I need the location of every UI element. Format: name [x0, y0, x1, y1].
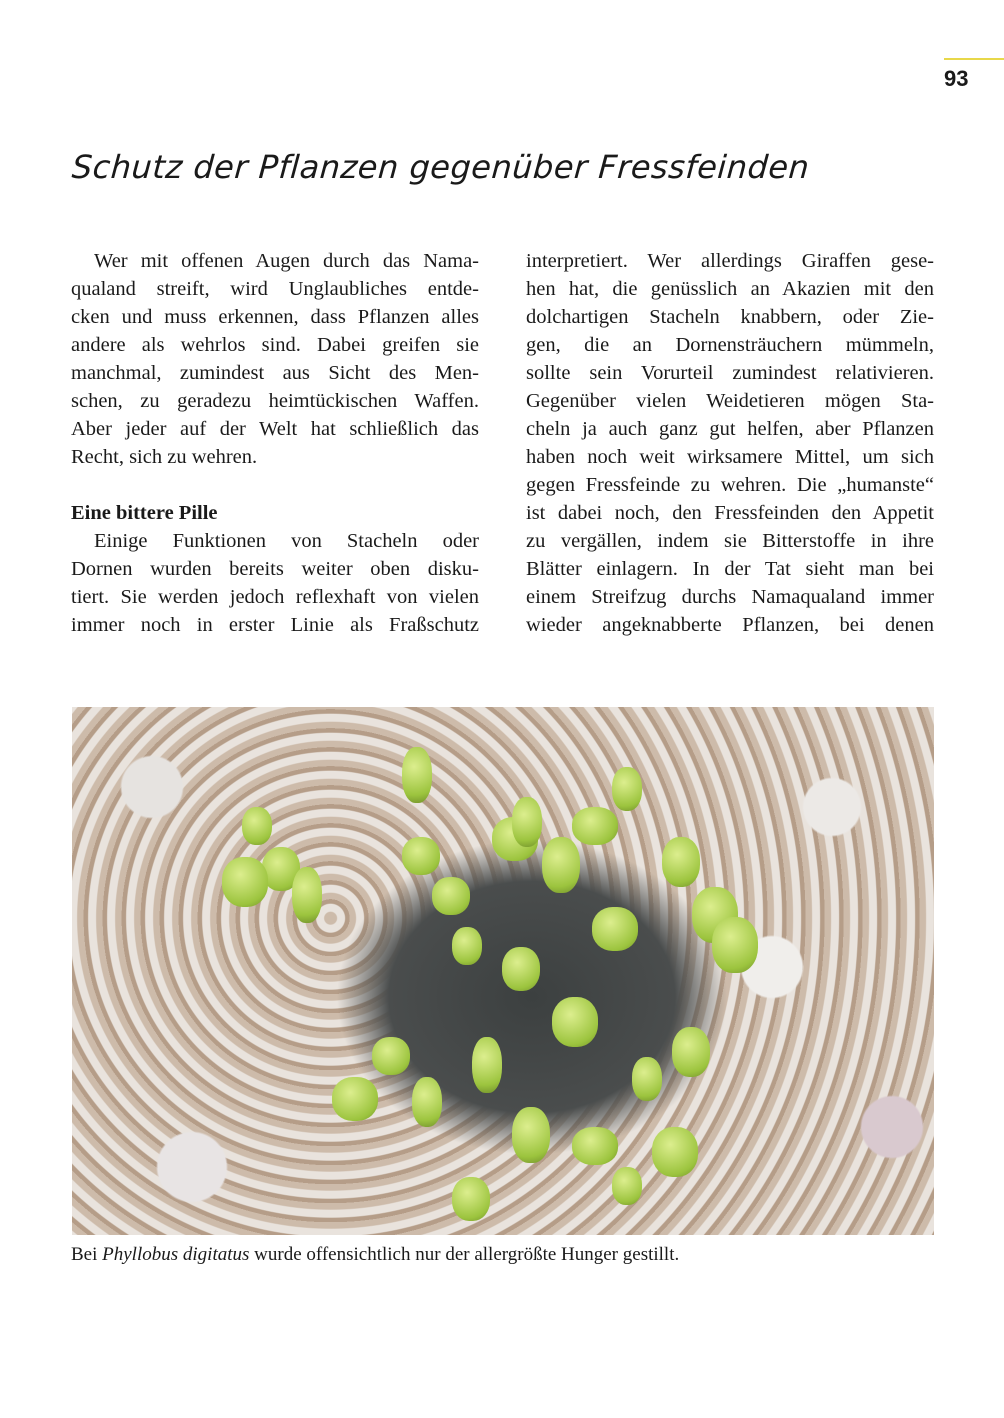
leaf [452, 1177, 490, 1221]
text-line: ist dabei noch, den Fressfeinden den Appetit [526, 502, 934, 524]
text-line: immer noch in erster Linie als Fraßschutz [71, 614, 479, 636]
leaf [712, 917, 758, 973]
subheading: Eine bittere Pille [71, 502, 218, 524]
leaf [672, 1027, 710, 1077]
leaf [612, 767, 642, 811]
text-line: tiert. Sie werden jedoch reflexhaft von vielen [71, 586, 479, 608]
text-line: cken und muss erkennen, dass Pflanzen alles [71, 306, 479, 328]
leaf [332, 1077, 378, 1121]
text-line: Einige Funktionen von Stacheln oder [94, 530, 479, 552]
leaf [222, 857, 268, 907]
text-line: Gegenüber vielen Weidetieren mögen Sta- [526, 390, 934, 412]
leaf [552, 997, 598, 1047]
leaf [652, 1127, 698, 1177]
page-number: 93 [944, 66, 969, 91]
header-rule [944, 58, 1004, 60]
leaf [572, 1127, 618, 1165]
text-line: qualand streift, wird Unglaubliches entde- [71, 278, 479, 300]
leaf [512, 1107, 550, 1163]
photo-caption [71, 1244, 679, 1266]
right-column [526, 247, 934, 639]
leaf [662, 837, 700, 887]
text-line: wieder angeknabberte Pflanzen, bei denen [526, 614, 934, 636]
leaf [372, 1037, 410, 1075]
leaf [432, 877, 470, 915]
text-line: Aber jeder auf der Welt hat schließlich das [71, 418, 479, 440]
leaf [472, 1037, 502, 1093]
leaf [412, 1077, 442, 1127]
leaf [512, 797, 542, 847]
leaf [542, 837, 580, 893]
text-line: sollte sein Vorurteil zumindest relativieren. [526, 362, 934, 384]
page-title: Schutz der Pflanzen gegenüber Fressfeinden [70, 148, 811, 186]
text-line: dolchartigen Stacheln knabbern, oder Zie- [526, 306, 934, 328]
caption-suffix: wurde offensichtlich nur der allergrößte Hunger gestillt. [249, 1244, 680, 1265]
leaf [632, 1057, 662, 1101]
plant-photo [72, 707, 934, 1235]
left-column [71, 247, 479, 639]
leaf [592, 907, 638, 951]
text-line: hen hat, die genüsslich an Akazien mit den [526, 278, 934, 300]
leaf [402, 747, 432, 803]
leaf [572, 807, 618, 845]
text-line: zu vergällen, indem sie Bitterstoffe in ihre [526, 530, 934, 552]
text-line: haben noch weit wirksamere Mittel, um sich [526, 446, 934, 468]
text-line: Blätter einlagern. In der Tat sieht man bei [526, 558, 934, 580]
text-line: Dornen wurden bereits weiter oben disku- [71, 558, 479, 580]
leaf [612, 1167, 642, 1205]
leaf [292, 867, 322, 923]
text-line: gegen Fressfeinde zu wehren. Die „humanste“ [526, 474, 934, 496]
leaf [402, 837, 440, 875]
text-line: gen, die an Dornensträuchern mümmeln, [526, 334, 934, 356]
caption-species: Phyllobus digitatus [102, 1244, 250, 1265]
text-line: Recht, sich zu wehren. [71, 446, 258, 468]
leaf [452, 927, 482, 965]
text-line: andere als wehrlos sind. Dabei greifen sie [71, 334, 479, 356]
text-line: Wer mit offenen Augen durch das Nama- [94, 250, 479, 272]
text-line: cheln ja auch ganz gut helfen, aber Pflanzen [526, 418, 934, 440]
text-line: schen, zu geradezu heimtückischen Waffen. [71, 390, 479, 412]
text-line: manchmal, zumindest aus Sicht des Men- [71, 362, 479, 384]
text-line: interpretiert. Wer allerdings Giraffen gese- [526, 250, 934, 272]
leaf [242, 807, 272, 845]
caption-prefix: Bei [71, 1244, 103, 1265]
leaf [502, 947, 540, 991]
text-line: einem Streifzug durchs Namaqualand immer [526, 586, 934, 608]
